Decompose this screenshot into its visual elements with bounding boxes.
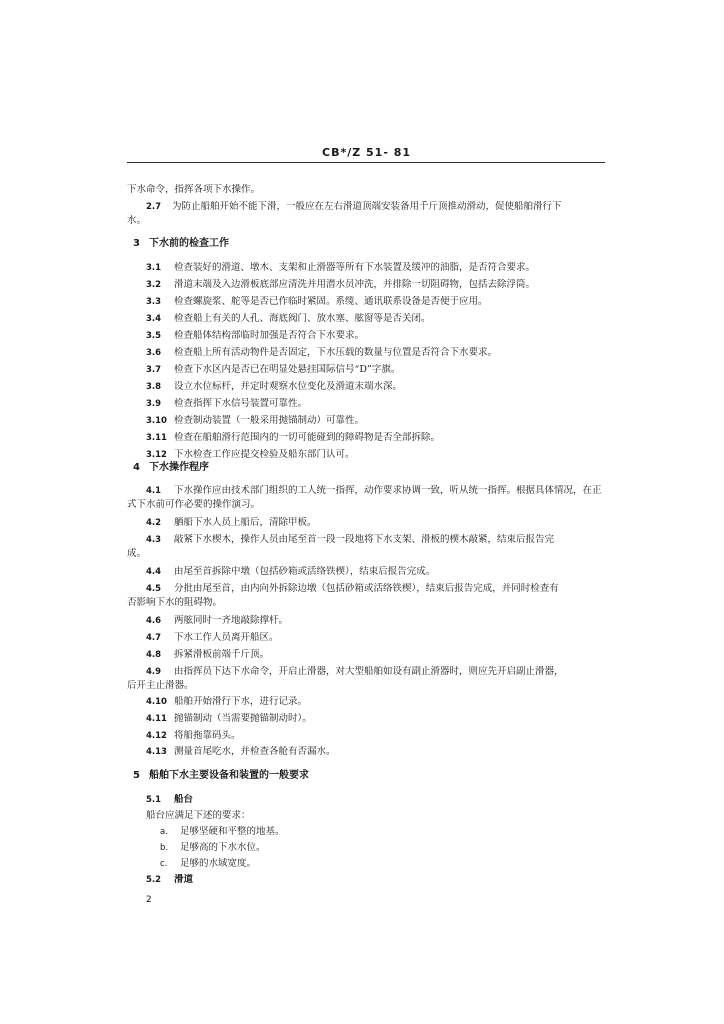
clause-2-7-continuation: 水。 xyxy=(127,215,147,226)
clause-3-11 xyxy=(146,432,440,444)
clause-4-11 xyxy=(146,713,312,725)
clause-3-5 xyxy=(146,330,364,342)
clause-text: 检查船上有关的人孔、海底阀门、放水塞、舷窗等是否关闭。 xyxy=(174,313,431,324)
clause-2-7 xyxy=(146,201,562,213)
list-item-c xyxy=(160,858,256,870)
clause-text: 测量首尾吃水，并检查各舱有否漏水。 xyxy=(174,746,336,757)
section-number: 4 xyxy=(133,462,140,473)
clause-4-8 xyxy=(146,649,269,661)
list-text: 足够高的下水水位。 xyxy=(180,842,266,853)
list-label: c. xyxy=(160,859,168,869)
clause-4-5 xyxy=(146,583,559,595)
clause-text: 检查船上所有活动物件是否固定，下水压载的数量与位置是否符合下水要求。 xyxy=(174,347,498,358)
clause-text: 船舶开始滑行下水，进行记录。 xyxy=(174,696,308,707)
clause-number: 4.3 xyxy=(146,535,162,545)
clause-text: 设立水位标杆，并定时观察水位变化及滑道末端水深。 xyxy=(174,381,403,392)
header-rule xyxy=(127,162,605,163)
list-item-a xyxy=(160,826,285,838)
clause-text: 分批由尾至首，由内向外拆除边墩（包括砂箱或活络铁楔），结束后报告完成，并同时检查有 xyxy=(174,583,559,594)
clause-number: 3.9 xyxy=(146,399,162,409)
clause-text: 检查装好的滑道、墩木、支架和止滑器等所有下水装置及缓冲的油脂，是否符合要求。 xyxy=(174,262,536,273)
page-number: 2 xyxy=(146,895,152,905)
clause-3-7 xyxy=(146,364,400,376)
clause-4-1-continuation: 式下水前可作必要的操作演习。 xyxy=(127,499,261,510)
clause-text: 检查在船舶滑行范围内的一切可能碰到的障碍物是否全部拆除。 xyxy=(174,432,441,443)
subsection-title: 滑道 xyxy=(174,874,194,885)
clause-text: 由尾至首拆除中墩（包括砂箱或活络铁楔），结束后报告完成。 xyxy=(174,566,436,577)
clause-4-12 xyxy=(146,730,241,742)
clause-number: 4.10 xyxy=(146,697,167,707)
clause-number: 3.8 xyxy=(146,382,162,392)
clause-3-3 xyxy=(146,296,488,308)
clause-3-8 xyxy=(146,381,402,393)
clause-text: 检查船体结构部临时加强是否符合下水要求。 xyxy=(174,330,365,341)
clause-3-9 xyxy=(146,398,307,410)
clause-text: 检查指挥下水信号装置可靠性。 xyxy=(174,398,308,409)
clause-number: 2.7 xyxy=(146,202,162,212)
clause-4-2 xyxy=(146,517,317,529)
clause-3-10 xyxy=(146,415,364,427)
clause-number: 3.11 xyxy=(146,433,167,443)
clause-number: 3.1 xyxy=(146,263,162,273)
intro-line: 下水命令，指挥各项下水操作。 xyxy=(127,184,261,195)
clause-text: 下水检查工作应提交检验及船东部门认可。 xyxy=(174,449,355,460)
clause-3-6 xyxy=(146,347,497,359)
clause-4-1 xyxy=(146,485,602,497)
list-text: 足够坚硬和平整的地基。 xyxy=(180,826,285,837)
section-title: 下水前的检查工作 xyxy=(149,238,229,249)
clause-text: 检查制动装置（一般采用抛锚制动）可靠性。 xyxy=(174,415,365,426)
clause-text: 敲紧下水楔木，操作人员由尾至首一段一段地将下水支架、滑板的楔木敲紧，结束后报告完 xyxy=(174,534,555,545)
section-4-heading xyxy=(133,462,209,474)
subsection-5-2-heading xyxy=(146,874,193,886)
clause-text: 下水工作人员离开船区。 xyxy=(174,632,279,643)
section-3-heading xyxy=(133,238,229,250)
clause-4-10 xyxy=(146,696,307,708)
clause-number: 4.12 xyxy=(146,731,167,741)
section-title: 船舶下水主要设备和装置的一般要求 xyxy=(149,770,309,781)
clause-number: 4.1 xyxy=(146,486,162,496)
section-number: 5 xyxy=(133,770,140,781)
clause-number: 4.13 xyxy=(146,747,167,757)
clause-text: 检查螺旋浆、舵等是否已作临时紧固。系缆、通讯联系设备是否便于应用。 xyxy=(174,296,488,307)
subsection-5-1-heading xyxy=(146,794,193,806)
clause-text: 两舷同时一齐地敲除撑杆。 xyxy=(174,615,289,626)
clause-number: 4.2 xyxy=(146,518,162,528)
section-title: 下水操作程序 xyxy=(149,462,209,473)
clause-4-9-continuation: 后开主止滑器。 xyxy=(127,680,194,691)
clause-3-4 xyxy=(146,313,431,325)
clause-number: 4.9 xyxy=(146,667,162,677)
clause-4-3-continuation: 成。 xyxy=(127,548,147,559)
clause-text: 舾船下水人员上船后，清除甲板。 xyxy=(174,517,317,528)
clause-number: 4.7 xyxy=(146,633,162,643)
list-label: a. xyxy=(160,827,168,837)
clause-number: 3.4 xyxy=(146,314,162,324)
clause-number: 3.7 xyxy=(146,365,162,375)
clause-number: 5.1 xyxy=(146,795,162,805)
clause-number: 4.5 xyxy=(146,584,162,594)
clause-text: 为防止船舶开始不能下滑，一般应在左右滑道顶端安装备用千斤顶推动滑动，促使船舶滑行下 xyxy=(172,201,562,212)
clause-3-12 xyxy=(146,449,355,461)
clause-3-1 xyxy=(146,262,535,274)
subsection-5-1-intro: 船台应满足下述的要求： xyxy=(146,810,251,821)
standard-code: CB*/Z 51- 81 xyxy=(322,146,412,159)
clause-text: 将船拖靠码头。 xyxy=(174,730,241,741)
clause-4-7 xyxy=(146,632,279,644)
clause-text: 拆紧滑板前端千斤顶。 xyxy=(174,649,270,660)
clause-text: 检查下水区内是否已在明显处悬挂国际信号“D”字旗。 xyxy=(174,364,401,375)
clause-number: 4.11 xyxy=(146,714,167,724)
clause-text: 下水操作应由技术部门组织的工人统一指挥，动作要求协调一致，听从统一指挥。根据具体情况，在正 xyxy=(174,485,602,496)
clause-text: 抛锚制动（当需要抛锚制动时）。 xyxy=(174,713,312,724)
subsection-title: 船台 xyxy=(174,794,194,805)
clause-number: 4.6 xyxy=(146,616,162,626)
clause-number: 5.2 xyxy=(146,875,162,885)
clause-4-4 xyxy=(146,566,435,578)
clause-4-5-continuation: 否影响下水的阻碍物。 xyxy=(127,597,223,608)
clause-number: 3.12 xyxy=(146,450,167,460)
clause-4-9 xyxy=(146,666,564,678)
clause-number: 3.6 xyxy=(146,348,162,358)
clause-number: 3.3 xyxy=(146,297,162,307)
clause-text: 由指挥员下达下水命令，开启止滑器，对大型船舶如设有副止滑器时，则应先开启副止滑器， xyxy=(174,666,564,677)
clause-number: 3.10 xyxy=(146,416,167,426)
clause-4-6 xyxy=(146,615,288,627)
clause-number: 3.5 xyxy=(146,331,162,341)
clause-4-13 xyxy=(146,746,336,758)
list-text: 足够的水域宽度。 xyxy=(180,858,257,869)
clause-number: 4.8 xyxy=(146,650,162,660)
section-number: 3 xyxy=(133,238,140,249)
clause-text: 滑道末端及入边滑板底部应清洗并用潜水员冲洗，并排除一切阻碍物，包括去除浮筒。 xyxy=(174,279,536,290)
clause-number: 3.2 xyxy=(146,280,162,290)
list-item-b xyxy=(160,842,266,854)
clause-number: 4.4 xyxy=(146,567,162,577)
section-5-heading xyxy=(133,770,309,782)
clause-3-2 xyxy=(146,279,535,291)
clause-4-3 xyxy=(146,534,554,546)
list-label: b. xyxy=(160,843,169,853)
